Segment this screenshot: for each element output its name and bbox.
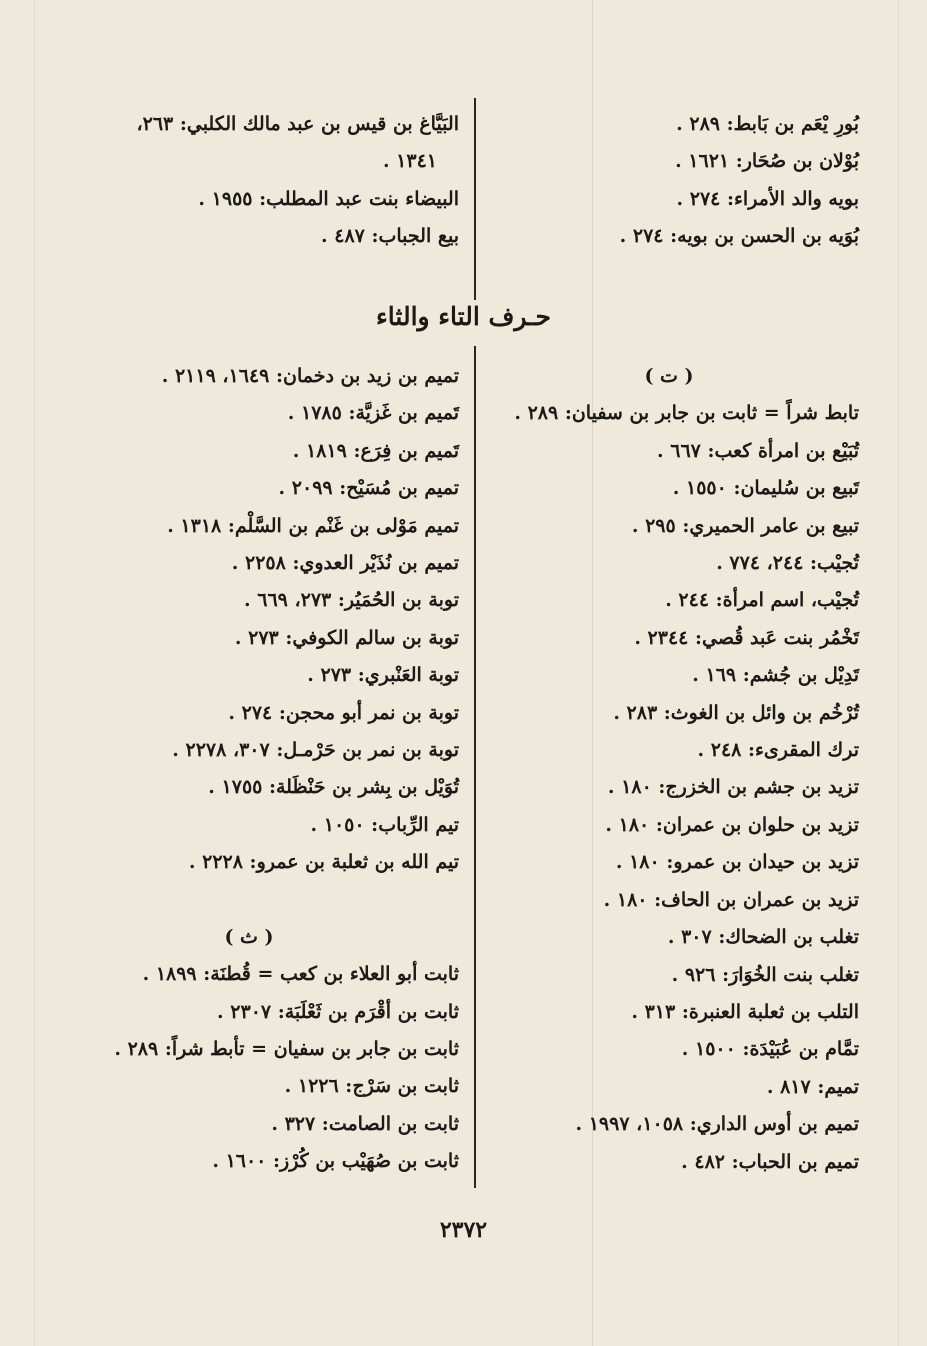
index-entry: تميم بن مُسَيْح: ٢٠٩٩ .: [278, 477, 459, 500]
index-entry-continuation: ١٣٤١ .: [382, 150, 437, 173]
index-entry: توبة العَنْبري: ٢٧٣ .: [307, 664, 459, 687]
index-entry: تغلب بن الضحاك: ٣٠٧ .: [667, 926, 859, 949]
index-entry: تُبَيْع بن امرأة كعب: ٦٦٧ .: [657, 439, 859, 462]
index-entry: تميم مَوْلى بن غَنْم بن السَّلْم: ١٣١٨ .: [167, 514, 459, 537]
index-entry: تمَّام بن عُبَيْدَة: ١٥٠٠ .: [681, 1038, 859, 1061]
index-entry: تَميم بن فِرَع: ١٨١٩ .: [292, 439, 459, 462]
index-entry: البيضاء بنت عبد المطلب: ١٩٥٥ .: [198, 187, 459, 210]
spacer: [39, 882, 459, 919]
scan-artifact-line: [34, 0, 35, 1346]
index-entry: تُرْخُم بن وائل بن الغوث: ٢٨٣ .: [613, 701, 859, 724]
index-entry: توبة بن نمر أبو محجن: ٢٧٤ .: [228, 701, 459, 724]
top-left-column: [39, 106, 459, 256]
index-entry: تَخْمُر بنت عَبد قُصي: ٢٣٤٤ .: [634, 626, 859, 649]
index-entry: تميم بن الحباب: ٤٨٢ .: [681, 1150, 859, 1173]
index-entry: ثابت بن أقْرَم بن ثَعْلَبَة: ٢٣٠٧ .: [217, 1000, 459, 1023]
index-entry: توبة بن سالم الكوفي: ٢٧٣ .: [234, 626, 459, 649]
page-number: ٢٣٧٢: [439, 1217, 488, 1243]
index-entry: ثابت بن الصامت: ٣٢٧ .: [271, 1112, 459, 1135]
index-entry: ترك المقرىء: ٢٤٨ .: [697, 739, 859, 762]
index-entry: تميم: ٨١٧ .: [766, 1075, 859, 1098]
bottom-left-column: [39, 358, 459, 1181]
top-column-divider: [474, 98, 476, 300]
index-entry: توبة بن الحُمَيُر: ٢٧٣، ٦٦٩ .: [244, 589, 459, 612]
index-entry: بويه والد الأمراء: ٢٧٤ .: [676, 187, 859, 210]
index-entry: تيم الرِّباب: ١٠٥٠ .: [310, 813, 459, 836]
bottom-right-column: [479, 358, 859, 1181]
index-entry: تميم بن أوس الداري: ١٠٥٨، ١٩٩٧ .: [575, 1113, 859, 1136]
index-entry: ثابت بن سَرْج: ١٢٢٦ .: [284, 1075, 459, 1098]
index-entry: تَميم بن غَزيَّة: ١٧٨٥ .: [287, 402, 459, 425]
index-entry: تيم الله بن ثعلبة بن عمرو: ٢٢٢٨ .: [188, 851, 459, 874]
index-entry: تَبيع بن سُليمان: ١٥٥٠ .: [672, 477, 859, 500]
index-entry: توبة بن نمر بن حَرْمـل: ٣٠٧، ٢٢٧٨ .: [172, 739, 459, 762]
index-entry: تزيد بن جشم بن الخزرج: ١٨٠ .: [607, 776, 859, 799]
scan-artifact-line: [898, 0, 899, 1346]
top-right-column: [459, 106, 859, 256]
index-entry: تزيد بن حلوان بن عمران: ١٨٠ .: [605, 813, 859, 836]
index-entry: تَدِيْل بن جُشم: ١٦٩ .: [692, 664, 859, 687]
index-entry: تزيد بن حيدان بن عمرو: ١٨٠ .: [615, 851, 859, 874]
section-title: حـرف التاء والثاء: [376, 302, 551, 331]
letter-heading: ( ت ): [644, 365, 694, 387]
index-entry: ثابت بن صُهَيْب بن كُرْز: ١٦٠٠ .: [212, 1150, 459, 1173]
bottom-column-divider: [474, 346, 476, 1188]
index-entry: بيع الجباب: ٤٨٧ .: [321, 225, 459, 248]
index-entry: تُجيْب: ٢٤٤، ٧٧٤ .: [716, 552, 859, 575]
index-entry: بُوَيه بن الحسن بن بويه: ٢٧٤ .: [619, 225, 859, 248]
index-entry: ثابت بن جابر بن سفيان = تأبط شراً: ٢٨٩ .: [114, 1037, 459, 1060]
index-entry: تُوَيْل بن بِشر بن حَنْظَلة: ١٧٥٥ .: [208, 776, 459, 799]
index-entry: تميم بن زيد بن دخمان: ١٦٤٩، ٢١١٩ .: [161, 365, 459, 387]
index-entry: التلب بن ثعلبة العنبرة: ٣١٣ .: [631, 1000, 859, 1023]
index-entry: تغلب بنت الخُوَارَ: ٩٢٦ .: [671, 963, 859, 986]
index-entry: تزيد بن عمران بن الحاف: ١٨٠ .: [603, 888, 859, 911]
index-entry: البَيَّاغ بن قيس بن عبد مالك الكلبي: ٢٦٣،: [136, 113, 459, 135]
letter-heading: ( ث ): [224, 925, 274, 948]
index-entry: تُجيْب، اسم امرأة: ٢٤٤ .: [665, 589, 859, 612]
index-entry: تميم بن نُذَيْر العدوي: ٢٢٥٨ .: [231, 552, 459, 575]
index-entry: بُوْلان بن صُحَار: ١٦٢١ .: [675, 150, 859, 173]
index-entry: بُورِ يْعَم بن بَابط: ٢٨٩ .: [676, 113, 859, 135]
index-entry: ثابت أبو العلاء بن كعب = قُطنَة: ١٨٩٩ .: [142, 963, 459, 986]
index-entry: تابط شراً = ثابت بن جابر بن سفيان: ٢٨٩ .: [514, 402, 859, 425]
index-entry: تبيع بن عامر الحميري: ٢٩٥ .: [631, 514, 859, 537]
